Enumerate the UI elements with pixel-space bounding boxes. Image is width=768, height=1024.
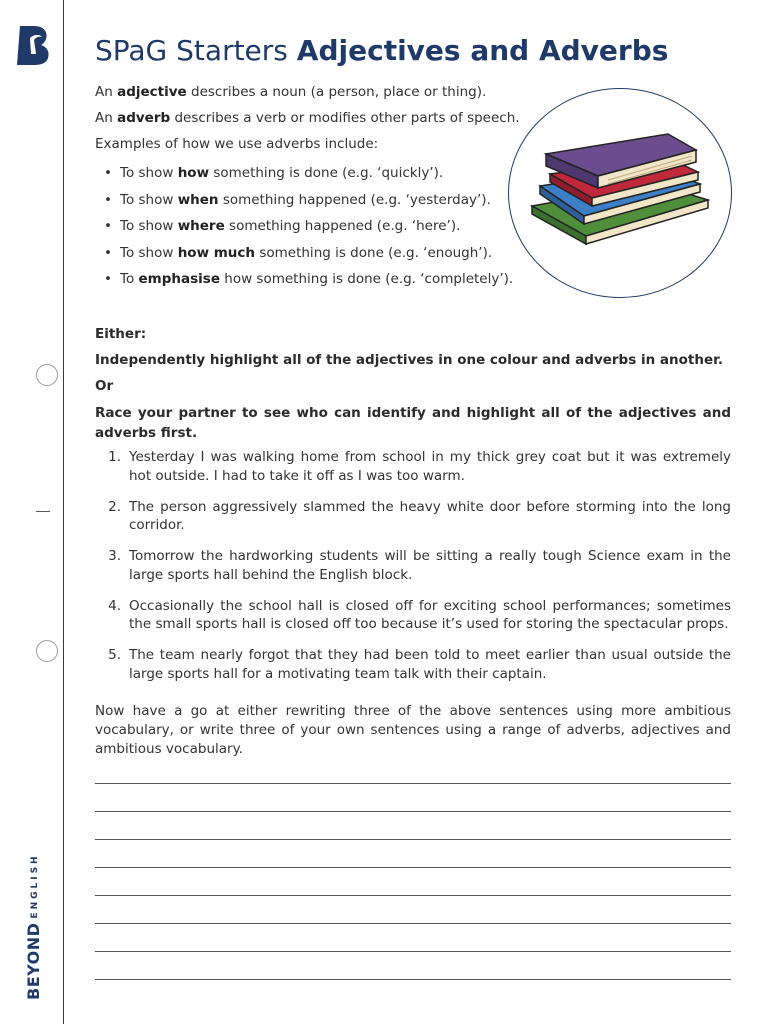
sentence-text: The person aggressively slammed the heavy white door before storming into the long corridor. xyxy=(129,498,731,533)
item-number: 5. xyxy=(108,647,121,663)
term-adjective: adjective xyxy=(117,84,187,100)
bullet-icon: • xyxy=(104,271,112,287)
instruction-option-1: Independently highlight all of the adjectives in one colour and adverbs in another. xyxy=(95,352,723,368)
writing-line[interactable] xyxy=(95,867,731,868)
text-fragment: To xyxy=(120,271,139,287)
keyword: when xyxy=(177,191,219,208)
bullet-icon: • xyxy=(104,165,112,181)
text-fragment: how something is done (e.g. ‘completely’). xyxy=(219,271,514,287)
item-number: 3. xyxy=(108,548,121,564)
title-topic: Adjectives and Adverbs xyxy=(296,34,669,67)
instruction-option-2: Race your partner to see who can identify and highlight all of the adjectives and adverbs first. xyxy=(95,405,731,441)
books-stack-icon xyxy=(528,128,712,258)
list-item xyxy=(95,646,731,683)
instruction-or: Or xyxy=(95,378,114,394)
keyword: how much xyxy=(177,244,256,261)
list-item xyxy=(95,547,731,584)
adverb-definition xyxy=(95,110,520,126)
sentence-text: Occasionally the school hall is closed off for exciting school performances; sometimes the small sports hall is closed off too because it’s used for storing the spectacular props. xyxy=(129,597,731,632)
writing-line[interactable] xyxy=(95,811,731,812)
text-fragment: something is done (e.g. ‘enough’). xyxy=(255,244,493,261)
writing-task: Now have a go at either rewriting three of the above sentences using more ambitious vocabulary, or write three of your own sentences using a range of adverbs, adjectives and ambitious vocabulary. xyxy=(95,703,731,757)
adjective-definition xyxy=(95,84,486,100)
text-fragment: something happened (e.g. ‘here’). xyxy=(224,218,461,234)
sentence-text: The team nearly forgot that they had been told to meet earlier than usual outside the large sports hall for a motivating team talk with their captain. xyxy=(129,647,731,682)
writing-line[interactable] xyxy=(95,923,731,924)
instruction-either: Either: xyxy=(95,326,147,342)
text-fragment: something happened (e.g. ‘yesterday’). xyxy=(218,191,491,208)
list-item xyxy=(95,448,731,485)
examples-heading: Examples of how we use adverbs include: xyxy=(95,136,379,152)
title-series: SPaG Starters xyxy=(95,34,288,67)
binder-hole xyxy=(36,640,58,662)
writing-line[interactable] xyxy=(95,951,731,952)
keyword: how xyxy=(177,165,210,181)
item-number: 1. xyxy=(108,449,121,465)
brand-word-beyond: BEYOND xyxy=(24,922,43,1000)
brand-vertical xyxy=(24,853,43,1000)
text-fragment: To show xyxy=(120,191,178,208)
text-fragment: An xyxy=(95,84,118,100)
list-item xyxy=(104,165,513,192)
bullet-icon: • xyxy=(104,191,112,208)
adverb-uses-list xyxy=(104,165,513,298)
keyword: emphasise xyxy=(138,271,220,287)
page-title xyxy=(95,34,668,67)
beyond-logo-icon xyxy=(16,24,52,66)
text-fragment: something is done (e.g. ‘quickly’). xyxy=(209,165,444,181)
list-item xyxy=(104,218,513,245)
writing-line[interactable] xyxy=(95,979,731,980)
binder-hole xyxy=(36,364,58,386)
bullet-icon: • xyxy=(104,244,112,261)
list-item xyxy=(104,271,513,298)
writing-line[interactable] xyxy=(95,895,731,896)
text-fragment: describes a verb or modifies other parts of speech. xyxy=(170,110,520,126)
list-item xyxy=(95,498,731,535)
writing-line[interactable] xyxy=(95,839,731,840)
writing-line[interactable] xyxy=(95,783,731,784)
text-fragment: describes a noun (a person, place or thing). xyxy=(186,84,487,100)
keyword: where xyxy=(177,218,225,234)
list-item xyxy=(95,597,731,634)
list-item xyxy=(104,192,513,219)
sentence-text: Yesterday I was walking home from school in my thick grey coat but it was extremely hot outside. I had to take it off as I was too warm. xyxy=(129,449,731,484)
text-fragment: To show xyxy=(120,244,178,261)
item-number: 4. xyxy=(108,597,121,614)
item-number: 2. xyxy=(108,498,121,515)
sentence-text: Tomorrow the hardworking students will be sitting a really tough Science exam in the large sports hall behind the English block. xyxy=(129,548,731,583)
bullet-icon: • xyxy=(104,218,112,234)
term-adverb: adverb xyxy=(117,110,171,126)
brand-word-english: ENGLISH xyxy=(30,853,40,919)
text-fragment: To show xyxy=(120,165,178,181)
text-fragment: An xyxy=(95,110,118,126)
sentence-list xyxy=(95,448,731,696)
text-fragment: To show xyxy=(120,218,178,234)
list-item xyxy=(104,245,513,272)
margin-rule xyxy=(63,0,64,1024)
fold-mark xyxy=(36,511,50,512)
